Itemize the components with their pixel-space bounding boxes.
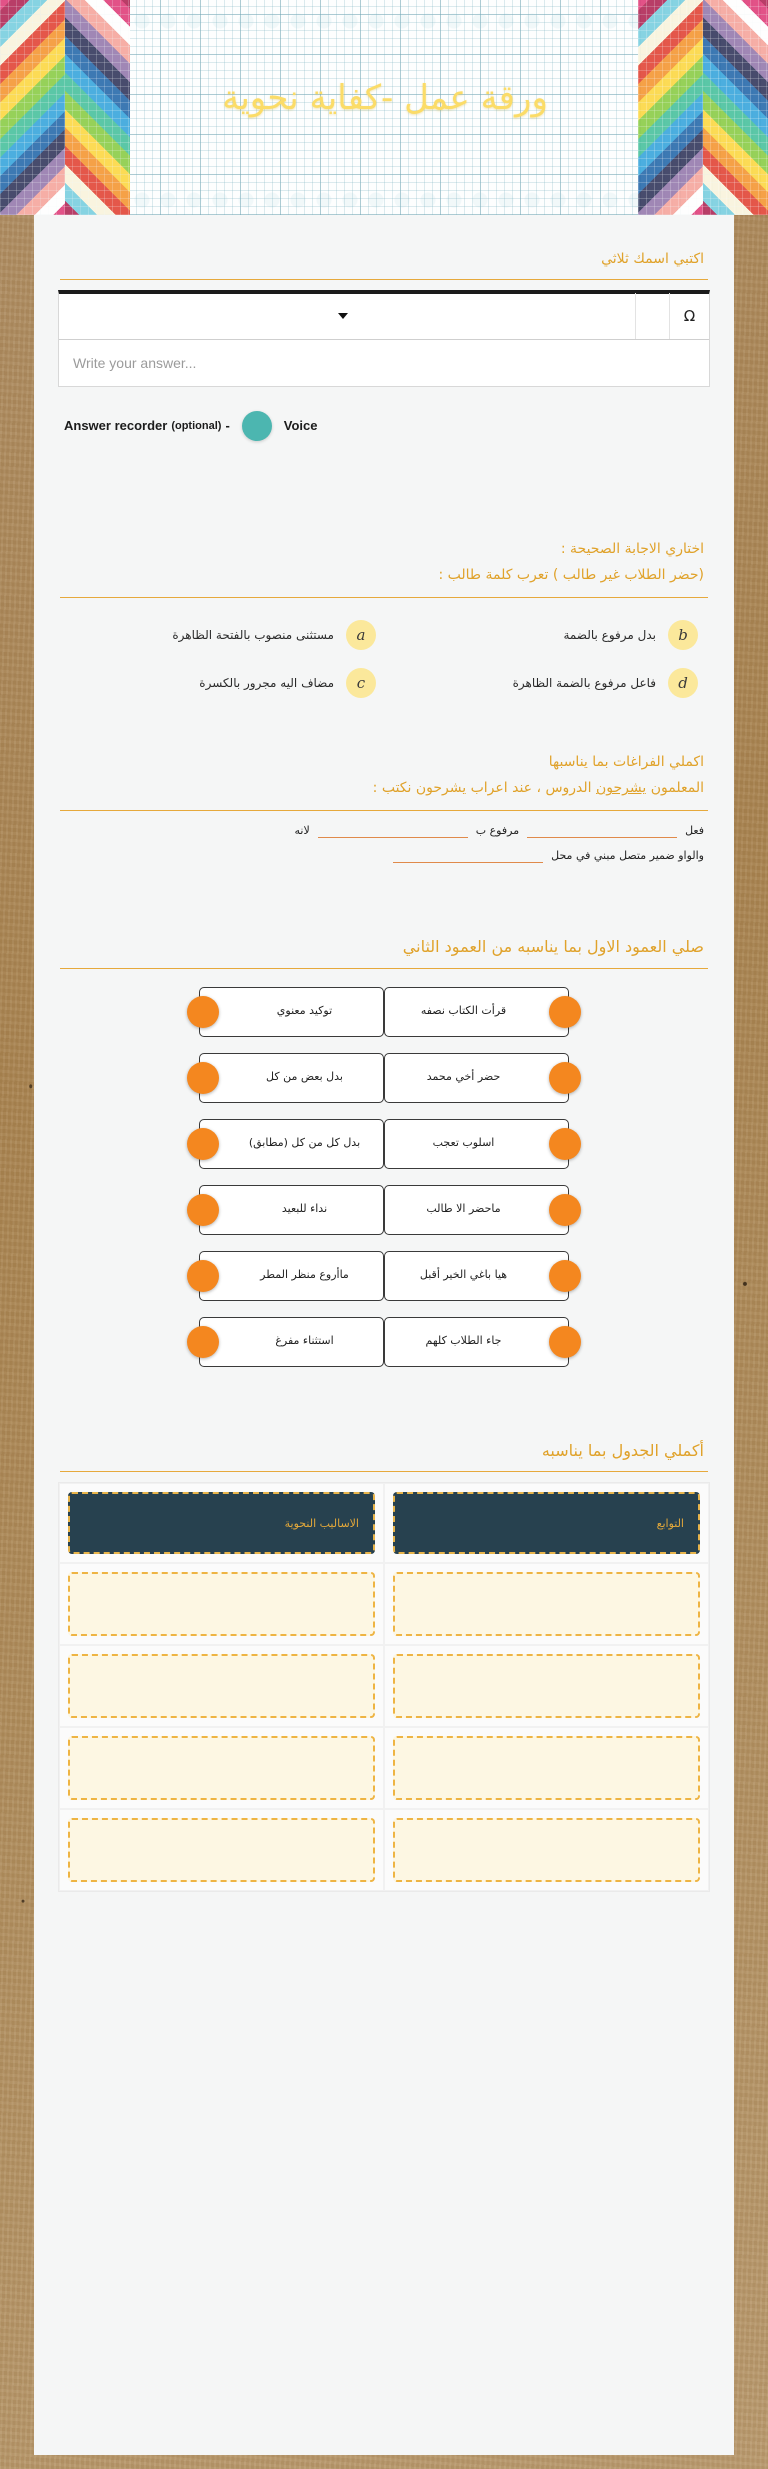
matching-left-text: حضر أخي محمد	[426, 1070, 501, 1084]
mcq-option-b[interactable]	[384, 616, 706, 654]
answer-input[interactable]: Write your answer...	[59, 340, 709, 386]
matching-row	[58, 1119, 710, 1169]
matching-right-card[interactable]	[199, 1251, 384, 1301]
matching-right-text: ماأروع منظر المطر	[260, 1268, 349, 1282]
matching-knob-left[interactable]	[549, 1062, 581, 1094]
table-header-text-1: التوابع	[656, 1516, 684, 1530]
table-input-r1c1[interactable]	[393, 1572, 700, 1636]
matching-knob-left[interactable]	[549, 996, 581, 1028]
matching-left-card[interactable]	[384, 987, 569, 1037]
table-input-r2c2[interactable]	[68, 1654, 375, 1718]
mcq-options-grid	[58, 608, 710, 708]
blanks-prompt-underlined: يشرحون	[596, 780, 647, 797]
mcq-bullet-c[interactable]: c	[346, 668, 376, 698]
blank-input-2[interactable]	[318, 823, 468, 838]
mcq-option-c[interactable]	[62, 664, 384, 702]
blank-label-marfoo: مرفوع ب	[475, 823, 520, 837]
matching-right-text: استثناء مفرغ	[275, 1334, 334, 1348]
matching-left-card[interactable]	[384, 1053, 569, 1103]
divider	[60, 1471, 708, 1472]
matching-right-card[interactable]	[199, 1185, 384, 1235]
mcq-option-text-d: فاعل مرفوع بالضمة الظاهرة	[512, 675, 656, 690]
worksheet-card	[34, 215, 734, 2455]
blank-input-1[interactable]	[527, 823, 677, 838]
matching-left-text: قرأت الكتاب نصفه	[420, 1004, 507, 1018]
table-body-cell	[384, 1563, 709, 1645]
table-input-r4c2[interactable]	[68, 1818, 375, 1882]
mcq-option-d[interactable]	[384, 664, 706, 702]
matching-left-card[interactable]	[384, 1317, 569, 1367]
matching-rows	[58, 979, 710, 1401]
table-body-cell	[384, 1727, 709, 1809]
rich-text-editor[interactable]	[58, 290, 710, 387]
question-matching-block	[58, 917, 710, 1421]
blanks-prompt-after: الدروس ، عند اعراب يشرحون نكتب :	[372, 780, 597, 797]
matching-knob-right[interactable]	[187, 996, 219, 1028]
matching-left-card[interactable]	[384, 1185, 569, 1235]
mcq-option-text-c: مضاف اليه مجرور بالكسرة	[199, 675, 334, 690]
divider	[60, 279, 708, 280]
mcq-option-text-b: بدل مرفوع بالضمة	[563, 627, 656, 642]
toolbar-spacer	[635, 293, 669, 339]
matching-right-card[interactable]	[199, 1317, 384, 1367]
scallop-border-top	[130, 8, 640, 34]
matching-left-card[interactable]	[384, 1251, 569, 1301]
matching-row	[58, 1251, 710, 1301]
blanks-title: اكملي الفراغات بما يناسبها	[548, 753, 704, 770]
divider	[60, 597, 708, 598]
table-body-cell	[59, 1727, 384, 1809]
table-input-r3c2[interactable]	[68, 1736, 375, 1800]
table-header-box-1	[393, 1492, 700, 1554]
editor-toolbar[interactable]	[59, 294, 709, 340]
mcq-title: اختاري الاجابة الصحيحة :	[560, 540, 704, 557]
matching-left-text: اسلوب تعجب	[432, 1136, 495, 1150]
blank-input-3[interactable]	[393, 848, 543, 863]
question-mcq-block	[58, 521, 710, 734]
matching-right-text: توكيد معنوي	[276, 1004, 333, 1018]
table-input-r2c1[interactable]	[393, 1654, 700, 1718]
blank-label-waw: والواو ضمير متصل مبني في محل	[551, 848, 704, 862]
matching-left-card[interactable]	[384, 1119, 569, 1169]
matching-left-text: جاء الطلاب كلهم	[425, 1334, 502, 1348]
matching-right-text: بدل بعض من كل	[266, 1070, 343, 1084]
matching-right-text: بدل كل من كل (مطابق)	[248, 1136, 361, 1150]
mcq-bullet-a[interactable]: a	[346, 620, 376, 650]
table-header-text-2: الاساليب النحوية	[284, 1516, 359, 1530]
chevron-pattern-left	[0, 0, 130, 215]
matching-knob-left[interactable]	[549, 1128, 581, 1160]
worksheet-banner	[0, 0, 768, 215]
matching-right-card[interactable]	[199, 1119, 384, 1169]
question-table-block	[58, 1421, 710, 1893]
name-question-label: اكتبي اسمك ثلاثي	[601, 251, 704, 267]
matching-row	[58, 1053, 710, 1103]
table-body-cell	[59, 1809, 384, 1891]
blank-label-because: لانه	[294, 823, 310, 837]
mcq-prompt: (حضر الطلاب غير طالب ) تعرب كلمة طالب :	[438, 567, 704, 584]
table-input-r4c1[interactable]	[393, 1818, 700, 1882]
matching-knob-right[interactable]	[187, 1128, 219, 1160]
blanks-prompt-before: المعلمون	[646, 780, 704, 797]
mcq-bullet-b[interactable]: b	[668, 620, 698, 650]
omega-icon[interactable]: Ω	[669, 293, 709, 339]
table-body-cell	[59, 1563, 384, 1645]
table-header-cell	[59, 1483, 384, 1563]
recorder-label: Answer recorder	[64, 418, 168, 434]
matching-knob-right[interactable]	[187, 1194, 219, 1226]
scallop-border-bottom	[130, 187, 640, 213]
table-body-cell	[59, 1645, 384, 1727]
matching-left-text: هيا باغي الخير أقبل	[419, 1268, 508, 1282]
blanks-fields	[58, 821, 710, 883]
matching-row	[58, 1185, 710, 1235]
chevron-pattern-right	[638, 0, 768, 215]
divider	[60, 968, 708, 969]
matching-right-text: نداء للبعيد	[281, 1202, 328, 1216]
matching-left-text: ماحضر الا طالب	[426, 1202, 501, 1216]
matching-knob-right[interactable]	[187, 1260, 219, 1292]
matching-right-card[interactable]	[199, 1053, 384, 1103]
question-name-block	[58, 231, 710, 521]
mcq-option-text-a: مستثنى منصوب بالفتحة الظاهرة	[172, 627, 334, 642]
table-header-cell	[384, 1483, 709, 1563]
blank-label-verb: فعل	[685, 823, 704, 837]
section-spacer	[58, 451, 710, 521]
table-title: أكملي الجدول بما يناسبه	[541, 1440, 704, 1460]
divider	[60, 810, 708, 811]
recorder-dash: -	[225, 418, 230, 434]
mcq-bullet-d[interactable]: d	[668, 668, 698, 698]
matching-knob-right[interactable]	[187, 1326, 219, 1358]
page-title: ورقة عمل -كفاية نحوية	[222, 78, 548, 118]
blanks-row-1	[64, 823, 704, 838]
completion-table	[58, 1482, 710, 1892]
voice-label: Voice	[283, 418, 318, 434]
table-body-cell	[384, 1645, 709, 1727]
matching-title: صلي العمود الاول بما يناسبه من العمود الثاني	[402, 936, 704, 956]
matching-row	[58, 987, 710, 1037]
chevron-down-icon	[338, 313, 348, 319]
matching-knob-right[interactable]	[187, 1062, 219, 1094]
blanks-row-2	[64, 848, 704, 863]
matching-knob-left[interactable]	[549, 1260, 581, 1292]
matching-knob-left[interactable]	[549, 1326, 581, 1358]
blanks-prompt	[58, 777, 710, 805]
mcq-option-a[interactable]	[62, 616, 384, 654]
question-blanks-block	[58, 734, 710, 917]
voice-record-button[interactable]	[242, 411, 272, 441]
answer-recorder-row	[58, 387, 710, 451]
matching-right-card[interactable]	[199, 987, 384, 1037]
table-input-r1c2[interactable]	[68, 1572, 375, 1636]
format-dropdown[interactable]	[59, 293, 635, 339]
table-input-r3c1[interactable]	[393, 1736, 700, 1800]
matching-knob-left[interactable]	[549, 1194, 581, 1226]
recorder-optional-label: (optional)	[171, 419, 222, 432]
table-body-cell	[384, 1809, 709, 1891]
matching-row	[58, 1317, 710, 1367]
table-header-box-2	[68, 1492, 375, 1554]
